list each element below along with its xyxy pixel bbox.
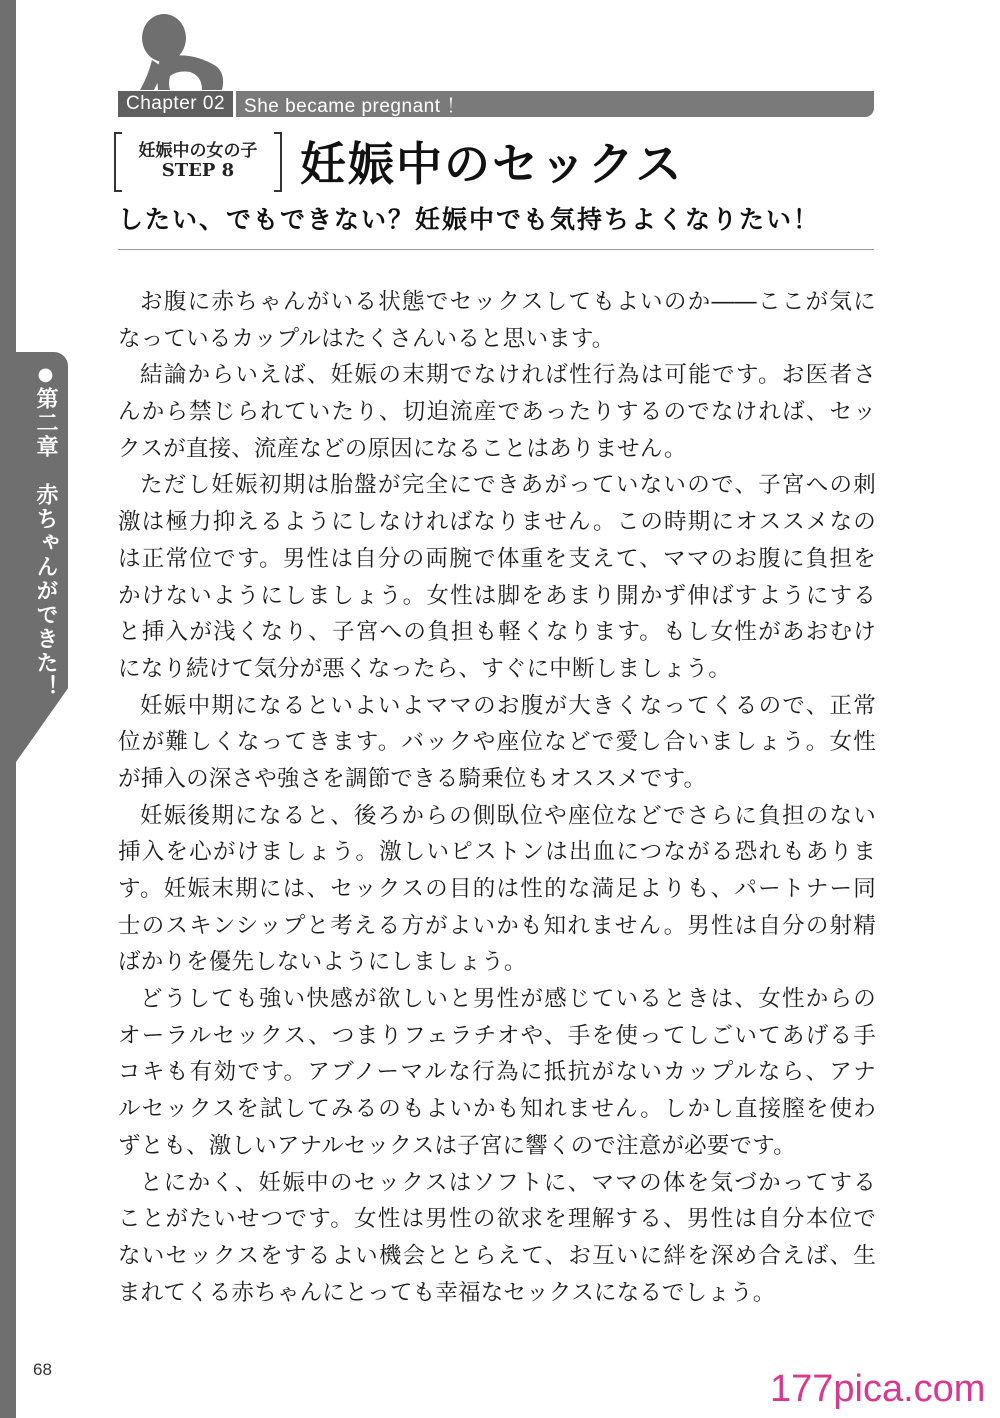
paragraph-line: んから禁じられていたり、切迫流産であったりするのでなければ、セッ <box>118 399 876 426</box>
left-margin-strip <box>0 0 16 1418</box>
paragraph-line: お腹に赤ちゃんがいる状態でセックスしてもよいのか――ここが気に <box>140 289 876 315</box>
page-title: 妊娠中のセックス <box>300 137 684 191</box>
page-subtitle: したい、でもできない？妊娠中でも気持ちよくなりたい！ <box>118 205 821 234</box>
chapter-subtitle: She became pregnant ！ <box>244 95 466 117</box>
step-number: STEP 8 <box>161 160 235 181</box>
chapter-label: Chapter 02 <box>118 91 236 117</box>
baby-silhouette-icon <box>130 10 230 92</box>
paragraph-line: になり続けて気分が悪くなったら、すぐに中断しましょう。 <box>118 655 731 682</box>
chapter-bar <box>118 91 874 117</box>
paragraph-line: なっているカップルはたくさんいると思います。 <box>118 325 615 352</box>
step-category: 妊娠中の女の子 <box>138 141 258 161</box>
paragraph-line: と挿入が浅くなり、子宮への負担も軽くなります。もし女性があおむけ <box>118 619 876 646</box>
paragraph-line: かけないようにしましょう。女性は脚をあまり開かず伸ばすようにする <box>118 582 876 609</box>
paragraph-line: 結論からいえば、妊娠の末期でなければ性行為は可能です。お医者さ <box>140 362 876 389</box>
paragraph-line: 激は極力抑えるようにしなければなりません。この時期にオススメなの <box>118 509 876 536</box>
paragraph-line: は正常位です。男性は自分の両腕で体重を支えて、ママのお腹に負担を <box>118 545 876 572</box>
paragraph-line: ただし妊娠初期は胎盤が完全にできあがっていないので、子宮への刺 <box>140 472 876 499</box>
article-body <box>118 284 876 1311</box>
paragraph-line: 士のスキンシップと考える方がよいかも知れません。男性は自分の射精 <box>118 912 876 939</box>
paragraph-line: ないセックスをするよい機会ととらえて、お互いに絆を深め合えば、生 <box>118 1242 876 1269</box>
paragraph-line: 妊娠後期になると、後ろからの側臥位や座位などでさらに負担のない <box>140 802 876 829</box>
side-tab-bullet: ● <box>35 364 56 387</box>
paragraph-line: す。妊娠末期には、セックスの目的は性的な満足よりも、パートナー同 <box>118 876 876 902</box>
chapter-side-tab-text <box>30 364 61 699</box>
paragraph-line: ばかりを優先しないようにしましょう。 <box>118 949 527 976</box>
paragraph-line: 位が難しくなってきます。バックや座位などで愛し合いましょう。女性 <box>118 729 876 756</box>
paragraph-line: コキも有効です。アブノーマルな行為に抵抗がないカップルなら、アナ <box>118 1059 876 1086</box>
paragraph-line: 挿入を心がけましょう。激しいピストンは出血につながる恐れもありま <box>118 839 876 866</box>
page-number: 68 <box>33 1360 52 1379</box>
paragraph-line: 妊娠中期になるといよいよママのお腹が大きくなってくるので、正常 <box>140 692 876 719</box>
paragraph-line: まれてくる赤ちゃんにとっても幸福なセックスになるでしょう。 <box>118 1279 776 1306</box>
paragraph-line: とにかく、妊娠中のセックスはソフトに、ママの体を気づかってする <box>140 1169 876 1196</box>
side-tab-label: 第二章 赤ちゃんができた！ <box>33 387 58 699</box>
paragraph-line: どうしても強い快感が欲しいと男性が感じているときは、女性からの <box>140 986 876 1013</box>
divider <box>118 249 874 250</box>
paragraph-line: ルセックスを試してみるのもよいかも知れません。しかし直接膣を使わ <box>118 1096 876 1123</box>
paragraph-line: ずとも、激しいアナルセックスは子宮に響くので注意が必要です。 <box>118 1132 796 1159</box>
paragraph-line: オーラルセックス、つまりフェラチオや、手を使ってしごいてあげる手 <box>118 1022 876 1049</box>
watermark: 177pica.com <box>770 1368 986 1410</box>
paragraph-line: ことがたいせつです。女性は男性の欲求を理解する、男性は自分本位で <box>118 1206 876 1233</box>
paragraph-line: クスが直接、流産などの原因になることはありません。 <box>118 435 687 462</box>
paragraph-line: が挿入の深さや強さを調節できる騎乗位もオススメです。 <box>118 765 707 792</box>
step-label-box <box>114 132 282 190</box>
